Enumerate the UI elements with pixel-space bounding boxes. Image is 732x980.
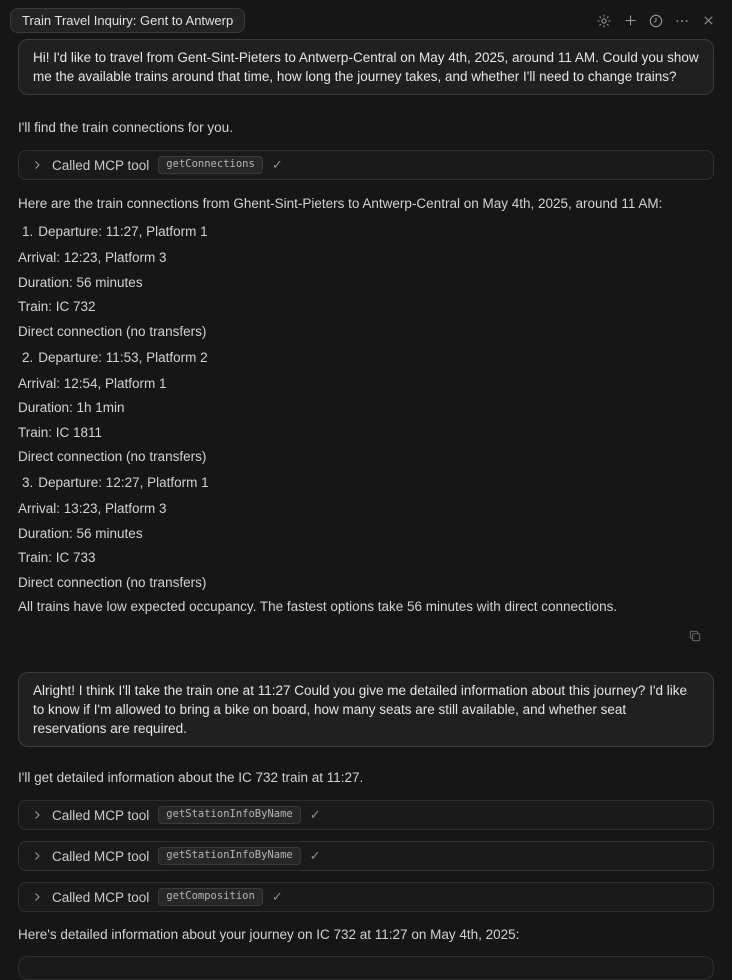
copy-icon[interactable]: [686, 627, 704, 645]
transfer-text: Direct connection (no transfers): [18, 449, 207, 464]
chevron-right-icon: [31, 159, 43, 171]
train-text: Train: IC 732: [18, 299, 96, 314]
connection-option: [18, 351, 714, 465]
transfer-text: Direct connection (no transfers): [18, 574, 207, 590]
connection-departure: [18, 225, 714, 239]
chevron-right-icon: [31, 891, 43, 903]
arrival-text: Arrival: 12:23, Platform 3: [18, 250, 167, 265]
connection-departure: [18, 351, 714, 365]
list-number: 2.: [22, 349, 34, 365]
check-icon: ✓: [309, 807, 321, 822]
check-icon: ✓: [271, 889, 283, 904]
departure-text: Departure: 11:53, Platform 2: [38, 349, 208, 365]
more-options-icon[interactable]: [672, 11, 692, 31]
tool-call-getcomposition[interactable]: [18, 882, 714, 912]
tool-name-badge: getStationInfoByName: [158, 806, 300, 824]
tool-call-label: Called MCP tool: [52, 889, 150, 905]
arrival-text: Arrival: 12:54, Platform 1: [18, 375, 167, 391]
list-number: 1.: [22, 224, 34, 239]
user-message: Alright! I think I'll take the train one at 11:27 Could you give me detailed information about this journey? I'd like to know if I'm allowed to bring a bike on board, how many seats are still available, and whether seat reservations are required.: [18, 672, 714, 747]
check-icon: ✓: [271, 157, 283, 172]
duration-text: Duration: 56 minutes: [18, 525, 143, 541]
window-header: [0, 0, 732, 39]
connection-departure: [18, 476, 714, 490]
arrival-text: Arrival: 13:23, Platform 3: [18, 501, 167, 516]
details-heading: Here's detailed information about your journey on IC 732 at 11:27 on May 4th, 2025:: [18, 927, 520, 942]
new-chat-icon[interactable]: [620, 11, 640, 31]
close-icon[interactable]: [698, 11, 718, 31]
tool-name-badge: getComposition: [158, 888, 263, 906]
tool-call-getconnections[interactable]: [18, 150, 714, 180]
results-heading: Here are the train connections from Ghent-Sint-Pieters to Antwerp-Central on May 4th, 2025, around 11 AM:: [18, 196, 663, 211]
settings-icon[interactable]: [594, 11, 614, 31]
connection-option: [18, 476, 714, 590]
tool-call-label: Called MCP tool: [52, 807, 150, 823]
header-icon-group: [594, 11, 720, 31]
user-message: Hi! I'd like to travel from Gent-Sint-Pieters to Antwerp-Central on May 4th, 2025, around 11 AM. Could you show me the available trains around that time, how long the journey takes, and whether I'll need to change trains?: [18, 39, 714, 95]
train-text: Train: IC 1811: [18, 424, 103, 440]
tool-call-label: Called MCP tool: [52, 157, 150, 173]
summary-text: All trains have low expected occupancy. The fastest options take 56 minutes with direct connections.: [18, 599, 618, 614]
tool-name-badge: getStationInfoByName: [158, 847, 300, 865]
connection-option: [18, 225, 714, 339]
assistant-text: I'll get detailed information about the IC 732 train at 11:27.: [18, 770, 364, 785]
history-icon[interactable]: [646, 11, 666, 31]
message-actions: [18, 627, 714, 645]
departure-text: Departure: 12:27, Platform 1: [38, 475, 209, 490]
duration-text: Duration: 56 minutes: [18, 274, 143, 290]
transfer-text: Direct connection (no transfers): [18, 323, 207, 339]
list-number: 3.: [22, 475, 34, 490]
chat-title[interactable]: Train Travel Inquiry: Gent to Antwerp: [10, 8, 245, 33]
duration-text: Duration: 1h 1min: [18, 400, 125, 415]
tool-call-getstationinfobyname-2[interactable]: [18, 841, 714, 871]
assistant-text: I'll find the train connections for you.: [18, 120, 233, 135]
tool-call-getstationinfobyname-1[interactable]: [18, 800, 714, 830]
chevron-right-icon: [31, 850, 43, 862]
chevron-right-icon: [31, 809, 43, 821]
check-icon: ✓: [309, 848, 321, 863]
next-content-box: [18, 956, 714, 980]
train-text: Train: IC 733: [18, 550, 96, 565]
tool-call-label: Called MCP tool: [52, 848, 150, 864]
tool-name-badge: getConnections: [158, 156, 263, 174]
departure-text: Departure: 11:27, Platform 1: [38, 224, 208, 239]
chat-content: [0, 39, 732, 980]
